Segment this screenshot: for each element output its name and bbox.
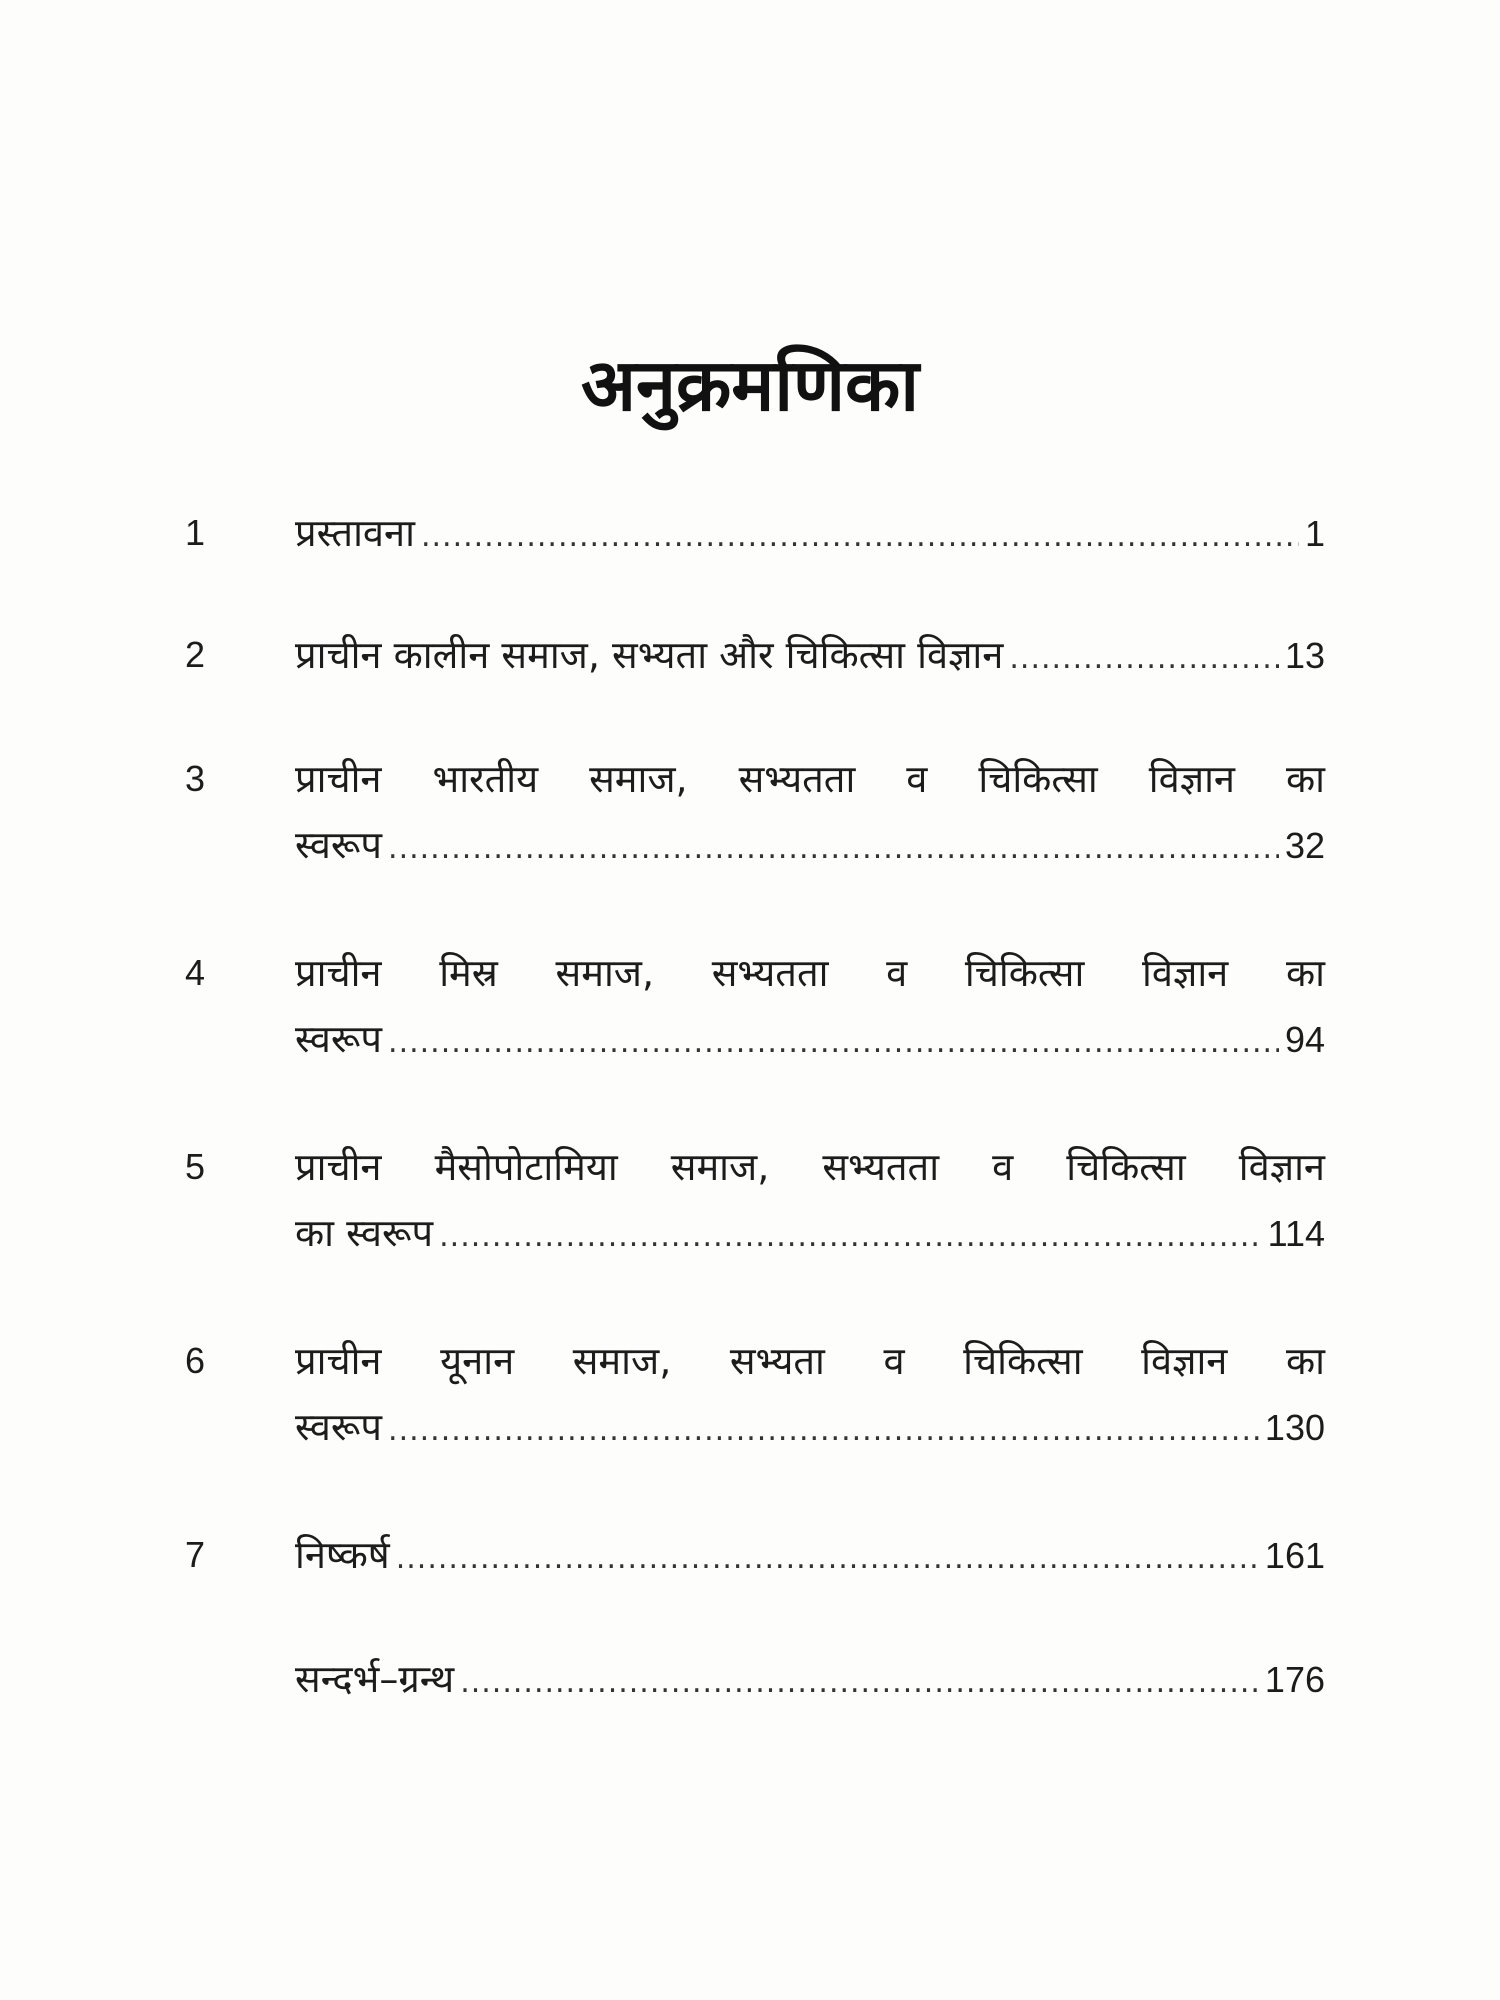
entry-page-number: 13 bbox=[1284, 635, 1325, 676]
entry-title: प्रस्तावना bbox=[295, 511, 415, 555]
dot-leader bbox=[439, 1204, 1261, 1270]
entry-title: प्राचीन मिस्र समाज, सभ्यतता व चिकित्सा विज्ञान का bbox=[295, 951, 1325, 995]
dot-leader bbox=[388, 1010, 1279, 1076]
entry-number: 7 bbox=[185, 1534, 206, 1575]
entry-title-continued: का स्वरूप bbox=[295, 1211, 434, 1255]
dot-leader bbox=[460, 1650, 1259, 1716]
entry-title: सन्दर्भ–ग्रन्थ bbox=[295, 1657, 455, 1701]
page-title: अनुक्रमणिका bbox=[581, 343, 919, 427]
entry-title: प्राचीन मैसोपोटामिया समाज, सभ्यतता व चिकित्सा विज्ञान bbox=[295, 1145, 1325, 1189]
dot-leader bbox=[388, 816, 1279, 882]
entry-number: 4 bbox=[185, 952, 206, 993]
entry-page-number: 176 bbox=[1264, 1659, 1325, 1700]
dot-leader bbox=[396, 1526, 1259, 1592]
entry-title-continued: स्वरूप bbox=[295, 823, 383, 867]
entry-title-continued: स्वरूप bbox=[295, 1017, 383, 1061]
entry-number: 3 bbox=[185, 758, 206, 799]
entry-page-number: 130 bbox=[1264, 1407, 1325, 1448]
entry-title: प्राचीन भारतीय समाज, सभ्यतता व चिकित्सा विज्ञान का bbox=[295, 757, 1325, 801]
entry-title: प्राचीन कालीन समाज, सभ्यता और चिकित्सा विज्ञान bbox=[295, 633, 1004, 677]
entry-number: 5 bbox=[185, 1146, 206, 1187]
entry-page-number: 32 bbox=[1284, 825, 1325, 866]
entry-page-number: 1 bbox=[1304, 513, 1325, 554]
dot-leader bbox=[421, 504, 1299, 570]
entry-page-number: 94 bbox=[1284, 1019, 1325, 1060]
entry-title-continued: स्वरूप bbox=[295, 1405, 383, 1449]
dot-leader bbox=[1009, 626, 1279, 692]
entry-page-number: 161 bbox=[1264, 1535, 1325, 1576]
entry-number: 1 bbox=[185, 512, 206, 553]
entry-title: निष्कर्ष bbox=[295, 1533, 390, 1577]
dot-leader bbox=[388, 1398, 1259, 1464]
entry-page-number: 114 bbox=[1267, 1213, 1325, 1254]
entry-number: 6 bbox=[185, 1340, 206, 1381]
entry-number: 2 bbox=[185, 634, 206, 675]
entry-title: प्राचीन यूनान समाज, सभ्यता व चिकित्सा विज्ञान का bbox=[295, 1339, 1325, 1383]
